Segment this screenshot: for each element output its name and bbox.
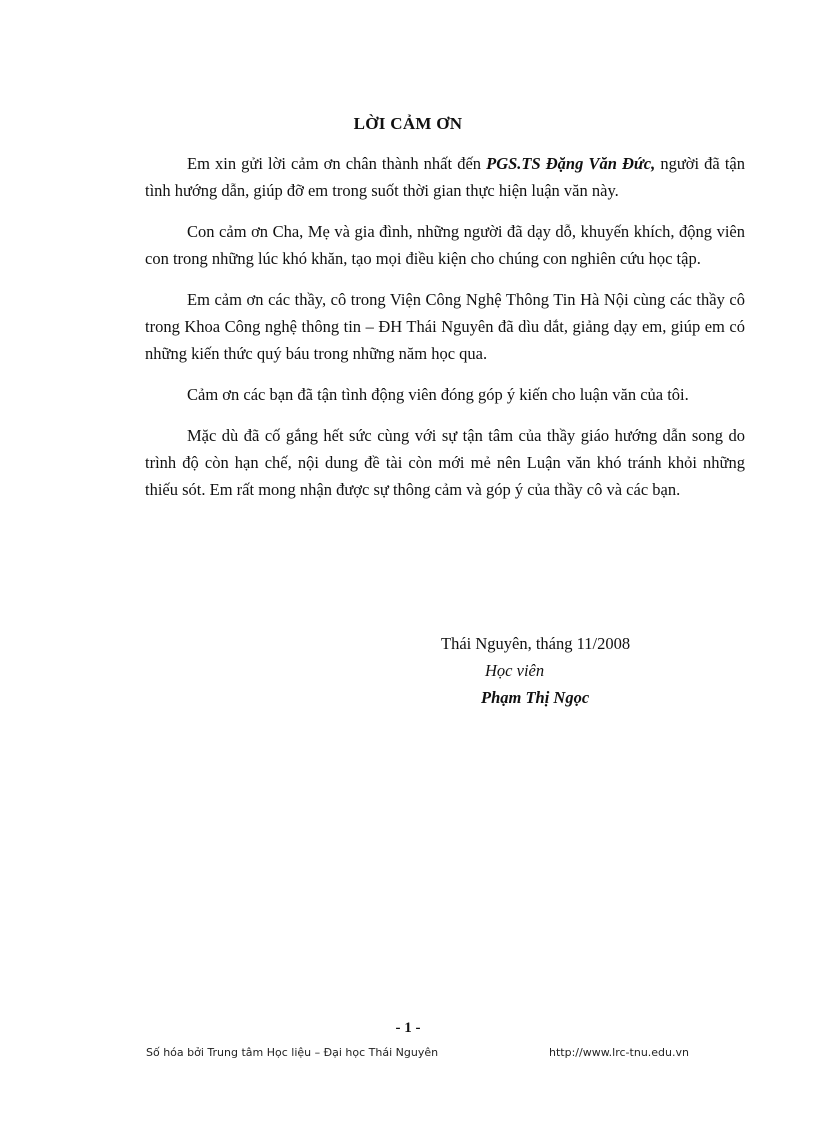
paragraph-5: Mặc dù đã cố gắng hết sức cùng với sự tận tâm của thầy giáo hướng dẫn song do trình độ còn hạn chế, nội dung đề tài còn mới mẻ nên Luận văn khó tránh khỏi những thiếu sót. Em rất mong nhận được sự thông cảm và góp ý của thầy cô và các bạn. <box>145 426 745 499</box>
paragraph-1 <box>145 150 745 204</box>
paragraph-4: Cảm ơn các bạn đã tận tình động viên đóng góp ý kiến cho luận văn của tôi. <box>187 385 689 404</box>
paragraph-1-lead: Em xin gửi lời cảm ơn chân thành nhất đến <box>187 154 487 173</box>
signature-place-date: Thái Nguyên, tháng 11/2008 <box>441 634 631 653</box>
document-body <box>145 150 745 517</box>
footer-credit: Số hóa bởi Trung tâm Học liệu – Đại học Thái Nguyên <box>146 1046 439 1059</box>
footer-url: http://www.lrc-tnu.edu.vn <box>549 1046 689 1059</box>
signature-role: Học viên <box>485 661 545 680</box>
paragraph-1-tail: người đã tận tình hướng dẫn, giúp đỡ em trong suốt thời gian thực hiện luận văn này. <box>145 154 746 200</box>
page-title: LỜI CẢM ƠN <box>353 114 463 133</box>
paragraph-3: Em cảm ơn các thầy, cô trong Viện Công Nghệ Thông Tin Hà Nội cùng các thầy cô trong Khoa Công nghệ thông tin – ĐH Thái Nguyên đã dìu dắt, giảng dạy em, giúp em có những kiến thức quý báu trong những năm học qua. <box>145 290 745 363</box>
paragraph-2: Con cảm ơn Cha, Mẹ và gia đình, những người đã dạy dỗ, khuyến khích, động viên con trong những lúc khó khăn, tạo mọi điều kiện cho chúng con nghiên cứu học tập. <box>145 222 745 268</box>
advisor-name: PGS.TS Đặng Văn Đức, <box>486 154 656 173</box>
page-number: - 1 - <box>395 1020 421 1036</box>
signature-name: Phạm Thị Ngọc <box>481 688 590 707</box>
